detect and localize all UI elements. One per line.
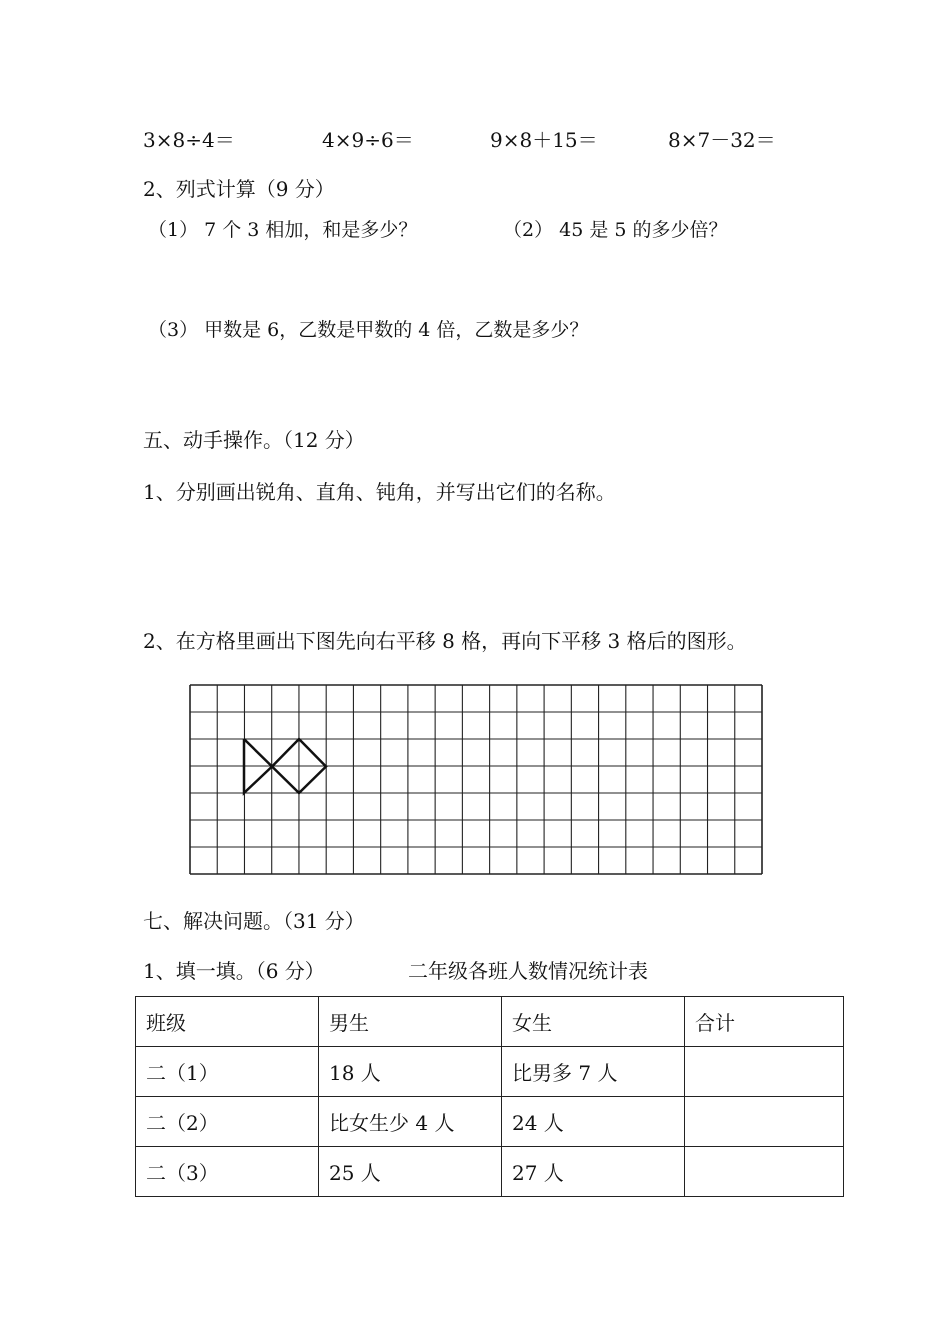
- table-row: [136, 1147, 844, 1197]
- cell-total-blank[interactable]: [685, 1097, 844, 1147]
- cell-total-blank[interactable]: [685, 1047, 844, 1097]
- header-total: 合计: [685, 997, 844, 1047]
- calc-item-3: 9×8＋15＝: [490, 128, 598, 152]
- cell-boys: 18 人: [319, 1047, 502, 1097]
- section2-title: 2、列式计算（9 分）: [143, 177, 335, 201]
- cell-class: 二（1）: [136, 1047, 319, 1097]
- table-row: [136, 1047, 844, 1097]
- header-class: 班级: [136, 997, 319, 1047]
- cell-girls: 比男多 7 人: [502, 1047, 685, 1097]
- cell-girls: 24 人: [502, 1097, 685, 1147]
- calc-item-1: 3×8÷4＝: [143, 128, 235, 152]
- header-boys: 男生: [319, 997, 502, 1047]
- header-girls: 女生: [502, 997, 685, 1047]
- table-row: [136, 1097, 844, 1147]
- cell-total-blank[interactable]: [685, 1147, 844, 1197]
- stats-table-title: 二年级各班人数情况统计表: [408, 959, 648, 983]
- cell-boys: 25 人: [319, 1147, 502, 1197]
- section2-question-3: （3） 甲数是 6，乙数是甲数的 4 倍，乙数是多少？: [148, 319, 589, 341]
- translation-grid: [188, 683, 766, 877]
- class-stats-table: [135, 996, 844, 1197]
- cell-girls: 27 人: [502, 1147, 685, 1197]
- calc-item-2: 4×9÷6＝: [322, 128, 414, 152]
- table-header-row: [136, 997, 844, 1047]
- section2-question-2: （2） 45 是 5 的多少倍？: [503, 219, 728, 241]
- section7-title: 七、解决问题。（31 分）: [143, 909, 365, 933]
- section5-question-1: 1、分别画出锐角、直角、钝角，并写出它们的名称。: [143, 480, 616, 504]
- cell-boys: 比女生少 4 人: [319, 1097, 502, 1147]
- calc-item-4: 8×7－32＝: [668, 128, 776, 152]
- cell-class: 二（2）: [136, 1097, 319, 1147]
- section2-question-1: （1） 7 个 3 相加，和是多少？: [148, 219, 418, 241]
- section5-title: 五、动手操作。（12 分）: [143, 428, 365, 452]
- grid-lines: [190, 685, 762, 874]
- section7-question-1-label: 1、填一填。（6 分）: [143, 959, 325, 983]
- cell-class: 二（3）: [136, 1147, 319, 1197]
- section5-question-2: 2、在方格里画出下图先向右平移 8 格，再向下平移 3 格后的图形。: [143, 629, 747, 653]
